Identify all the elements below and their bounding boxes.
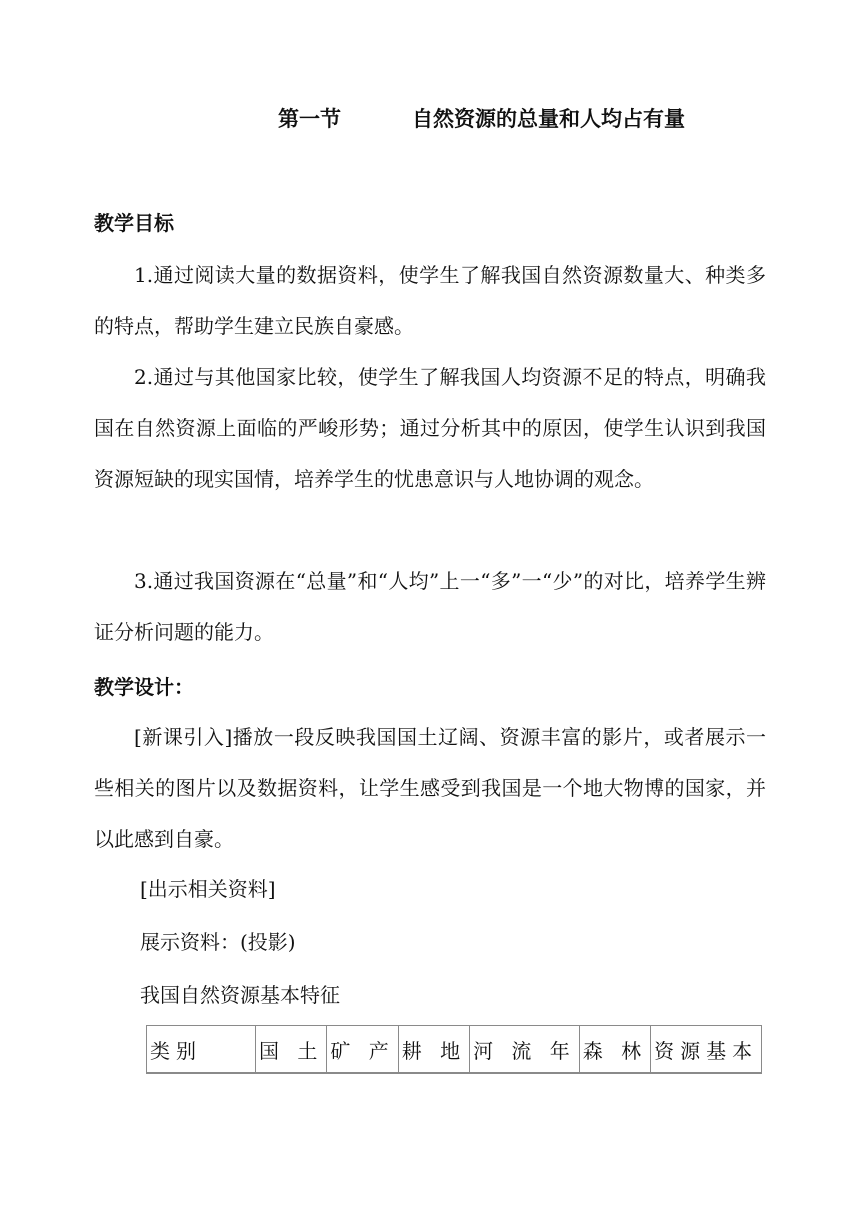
table-caption: 我国自然资源基本特征: [140, 983, 340, 1007]
header-cell-forest: 森 林: [579, 1026, 650, 1074]
goal-2: 2.通过与其他国家比较，使学生了解我国人均资源不足的特点，明确我国在自然资源上面临的严峻形势；通过分析其中的原因，使学生认识到我国资源短缺的现实国情，培养学生的忧患意识与人地协调的观念。: [94, 365, 766, 491]
intro-paragraph: [新课引入]播放一段反映我国国土辽阔、资源丰富的影片，或者展示一些相关的图片以及数据资料，让学生感受到我国是一个地大物博的国家，并以此感到自豪。: [94, 725, 766, 851]
goal-1: 1.通过阅读大量的数据资料，使学生了解我国自然资源数量大、种类多的特点，帮助学生建立民族自豪感。: [94, 263, 766, 338]
resource-table: [146, 1025, 762, 1074]
goal-3: 3.通过我国资源在“总量”和“人均”上一“多”一“少”的对比，培养学生辨证分析问题的能力。: [94, 569, 766, 644]
header-cell-minerals: 矿 产: [327, 1026, 398, 1074]
header-cell-rivers: 河 流 年: [470, 1026, 580, 1074]
show-material-line: [出示相关资料]: [140, 877, 276, 901]
section-number: 第一节: [278, 106, 341, 131]
section-title: 自然资源的总量和人均占有量: [412, 106, 685, 131]
header-cell-basic: 资源基本: [651, 1026, 762, 1074]
table-header-row: [147, 1026, 762, 1074]
header-cell-category: 类别: [147, 1026, 256, 1074]
projection-line: 展示资料：(投影): [140, 930, 296, 954]
design-heading: 教学设计：: [94, 675, 194, 699]
page-title: [0, 103, 860, 139]
header-cell-land: 国 土: [256, 1026, 327, 1074]
header-cell-farmland: 耕 地: [398, 1026, 469, 1074]
goals-heading: 教学目标: [94, 211, 174, 235]
